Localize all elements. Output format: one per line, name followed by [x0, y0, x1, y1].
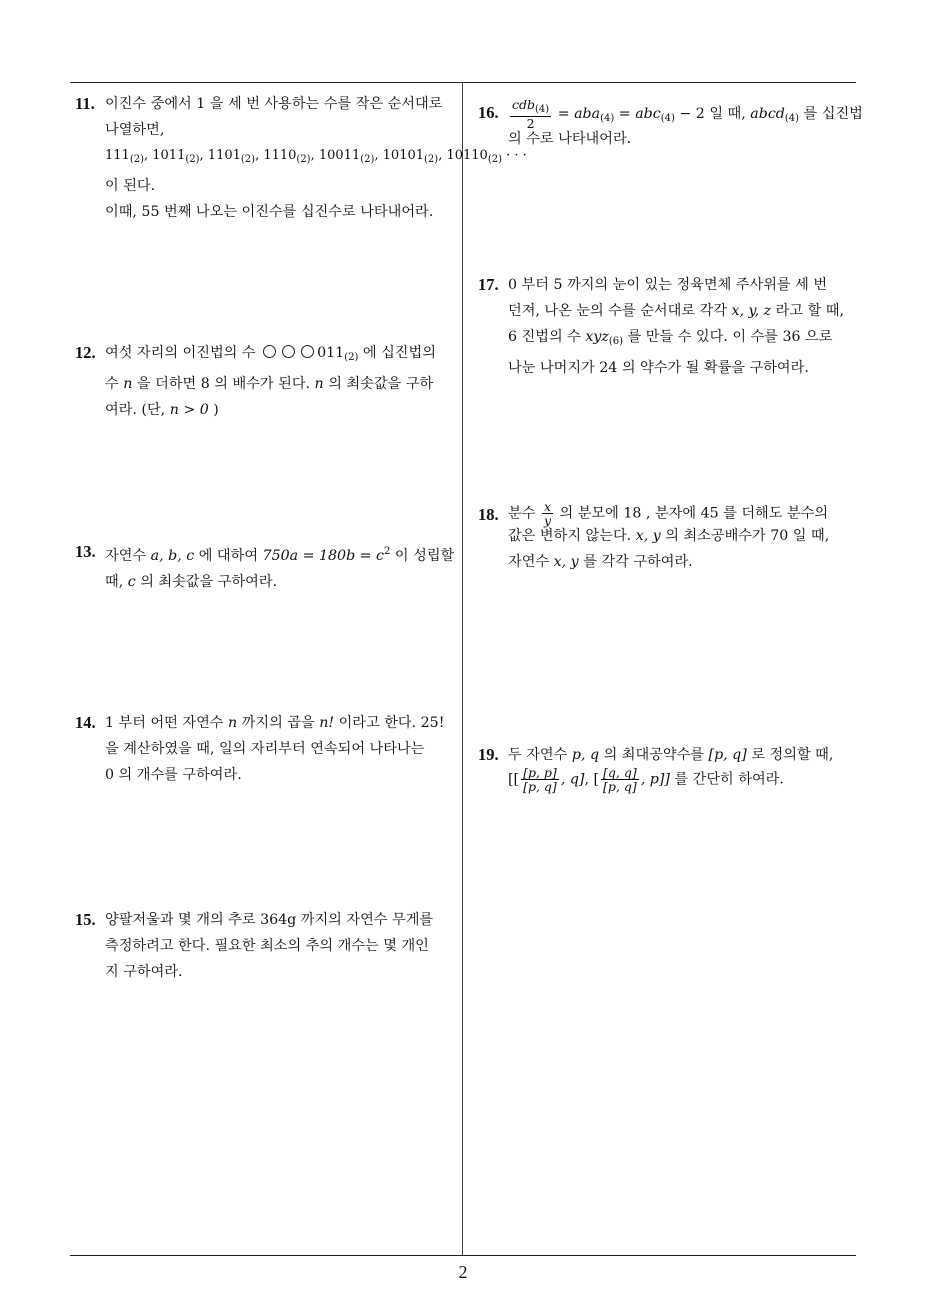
problem-text: 를 십진법 — [803, 106, 863, 122]
problem-text: 을 더하면 8 의 배수가 된다. — [136, 376, 311, 392]
problem-text: 까지의 곱을 — [241, 715, 315, 731]
problem-text: 에 십진법의 — [362, 345, 436, 361]
variables: x, y, z — [731, 303, 772, 319]
problem-text: 의 최솟값을 구하 — [328, 376, 434, 392]
problem-text: 을 계산하였을 때, 일의 자리부터 연속되어 나타나는 — [105, 741, 425, 757]
problem-text: 두 자연수 — [508, 747, 568, 763]
blank-digit-circle — [282, 345, 295, 358]
sequence-term: 1101 — [207, 148, 241, 163]
variable-abcd: abcd — [750, 106, 785, 122]
ellipsis: · · · — [506, 148, 527, 163]
problem-text: 의 분모에 18 , 분자에 45 를 더해도 분수의 — [559, 505, 829, 522]
problem-number: 18. — [478, 505, 499, 524]
problem-text: 값은 변하지 않는다. — [508, 528, 632, 544]
problem-number: 12. — [75, 343, 96, 362]
fraction: $\frac{[p, p]}{[p, q]}$ — [523, 765, 557, 794]
fraction: $\frac{[q, q]}{[p, q]}$ — [603, 765, 637, 794]
equation: = aba — [557, 106, 601, 122]
problem-text: 수 — [105, 376, 119, 392]
problem-text: 이 된다. — [105, 178, 156, 194]
sequence-term: 10011 — [318, 148, 361, 163]
problem-number: 13. — [75, 542, 96, 561]
top-rule — [70, 82, 856, 83]
problem-text: 1 부터 어떤 자연수 — [105, 715, 224, 731]
problem-19 — [478, 742, 863, 793]
problem-text: 이라고 한다. 25! — [338, 715, 445, 731]
problem-text: 의 수로 나타내어라. — [508, 131, 632, 147]
problem-number: 19. — [478, 745, 499, 764]
problem-text: 의 최솟값을 구하여라. — [140, 574, 278, 590]
problem-text: 자연수 — [508, 554, 550, 570]
problem-text: 라고 할 때, — [775, 303, 844, 319]
problem-text: 지 구하여라. — [105, 964, 183, 980]
sequence-term: 10101 — [382, 148, 425, 163]
problem-text: 자연수 — [105, 548, 147, 564]
bottom-rule — [70, 1255, 856, 1256]
expression: , p]] — [640, 771, 670, 788]
problem-text: 6 진법의 수 — [508, 329, 581, 345]
blank-digit-circle — [263, 345, 276, 358]
problem-text: 를 만들 수 있다. 이 수를 36 으로 — [627, 329, 833, 345]
problem-text: 분수 — [508, 505, 536, 522]
page-number: 2 — [458, 1262, 468, 1282]
binary-digits: 011 — [317, 345, 345, 361]
condition: n > 0 — [169, 402, 209, 418]
variable-c: c — [127, 574, 136, 590]
bracket: [[ — [508, 771, 520, 788]
problem-text: 의 최소공배수가 70 일 때, — [665, 528, 830, 544]
variable-n: n — [228, 715, 238, 731]
problem-text: 이진수 중에서 1 을 세 번 사용하는 수를 작은 순서대로 — [105, 96, 443, 112]
column-divider — [462, 82, 463, 1256]
fraction: $\frac{cdb_{(4)}}{2}$ — [512, 97, 550, 131]
problem-15 — [75, 907, 455, 985]
problem-text: 일 때, — [709, 106, 746, 122]
blank-digit-circle — [301, 345, 314, 358]
gcd-notation: [p, q] — [708, 747, 747, 763]
variable-n: n — [123, 376, 133, 392]
variables: a, b, c — [150, 548, 195, 564]
problem-number: 11. — [75, 94, 95, 113]
problem-number: 15. — [75, 910, 96, 929]
variables: p, q — [571, 747, 600, 763]
binary-sequence: $111_{(2)}$, $1011_{(2)}$, $1101_{(2)}$, $1110_{(2)}$, $10011_{(2)}$, $10101_{(2)}$, $10110_{(2)}$ · · · — [105, 148, 527, 165]
problem-12: 12. 여섯 자리의 이진법의 수 $011_{(2)}$ 에 십진법의 수 n 을 더하면 8 의 배수가 된다. n 의 최솟값을 구하 여라. (단, n > 0 ) — [75, 340, 455, 423]
problem-16: 16. $\frac{cdb_{(4)}}{2}$ = aba$_{(4)}$ = abc$_{(4)}$ − 2 일 때, abcd$_{(4)}$ 를 십진법 의 수로 나타내어라. — [478, 98, 863, 152]
problem-17: 17. 0 부터 5 까지의 눈이 있는 정육면체 주사위를 세 번 던져, 나온 눈의 수를 순서대로 각각 x, y, z 라고 할 때, 6 진법의 수 xyz$_{(6)}$ 를 만들 수 있다. 이 수를 36 으로 나눈 나머지가 24 의 약수가 될 확률을 구하여라. — [478, 272, 863, 381]
sequence-term: 1110 — [263, 148, 297, 163]
problem-text: ) — [213, 402, 219, 418]
problem-13: 13. 자연수 a, b, c 에 대하여 $750a = 180b = c^2$ 이 성립할 때, c 의 최솟값을 구하여라. — [75, 539, 455, 595]
sequence-term: 1011 — [152, 148, 186, 163]
problem-text: 로 정의할 때, — [751, 747, 834, 763]
equation: − 2 — [679, 106, 705, 122]
variables: x, y — [553, 554, 579, 570]
problem-text: 를 각각 구하여라. — [583, 554, 693, 570]
problem-number: 16. — [478, 103, 499, 122]
sequence-term: 10110 — [446, 148, 488, 163]
problem-text: 던져, 나온 눈의 수를 순서대로 각각 — [508, 303, 727, 319]
factorial: n! — [319, 715, 335, 731]
problem-text: 에 대하여 — [198, 548, 259, 564]
variables: x, y — [635, 528, 661, 544]
problem-text: 여라. (단, — [105, 402, 166, 418]
problem-18 — [478, 500, 863, 575]
problem-number: 17. — [478, 275, 499, 294]
expression: , q] — [560, 771, 585, 788]
equation: 750a = 180b = c — [262, 548, 385, 564]
problem-text: 나열하면, — [105, 122, 165, 138]
problem-text: 의 최대공약수를 — [603, 747, 705, 763]
variable-xyz: xyz — [585, 329, 609, 345]
problem-text: 0 의 개수를 구하여라. — [105, 767, 242, 783]
problem-text: 를 간단히 하여라. — [674, 771, 784, 788]
problem-text: 이 성립할 — [394, 548, 455, 564]
problem-number: 14. — [75, 713, 96, 732]
problem-text: 때, — [105, 574, 124, 590]
problem-14 — [75, 710, 455, 788]
fraction-x-over-y: $\frac{x}{y}$ — [543, 499, 551, 528]
problem-text: 양팔저울과 몇 개의 추로 364g 까지의 자연수 무게를 — [105, 912, 434, 928]
variable-n: n — [314, 376, 324, 392]
equation: = abc — [618, 106, 661, 122]
bracket: , [ — [584, 771, 599, 788]
problem-text: 나눈 나머지가 24 의 약수가 될 확률을 구하여라. — [508, 360, 809, 376]
problem-text: 이때, 55 번째 나오는 이진수를 십진수로 나타내어라. — [105, 204, 434, 220]
problem-text: 측정하려고 한다. 필요한 최소의 추의 개수는 몇 개인 — [105, 938, 429, 954]
problem-text: 0 부터 5 까지의 눈이 있는 정육면체 주사위를 세 번 — [508, 277, 828, 293]
problem-text: 여섯 자리의 이진법의 수 — [105, 345, 256, 361]
sequence-term: 111 — [105, 148, 130, 163]
